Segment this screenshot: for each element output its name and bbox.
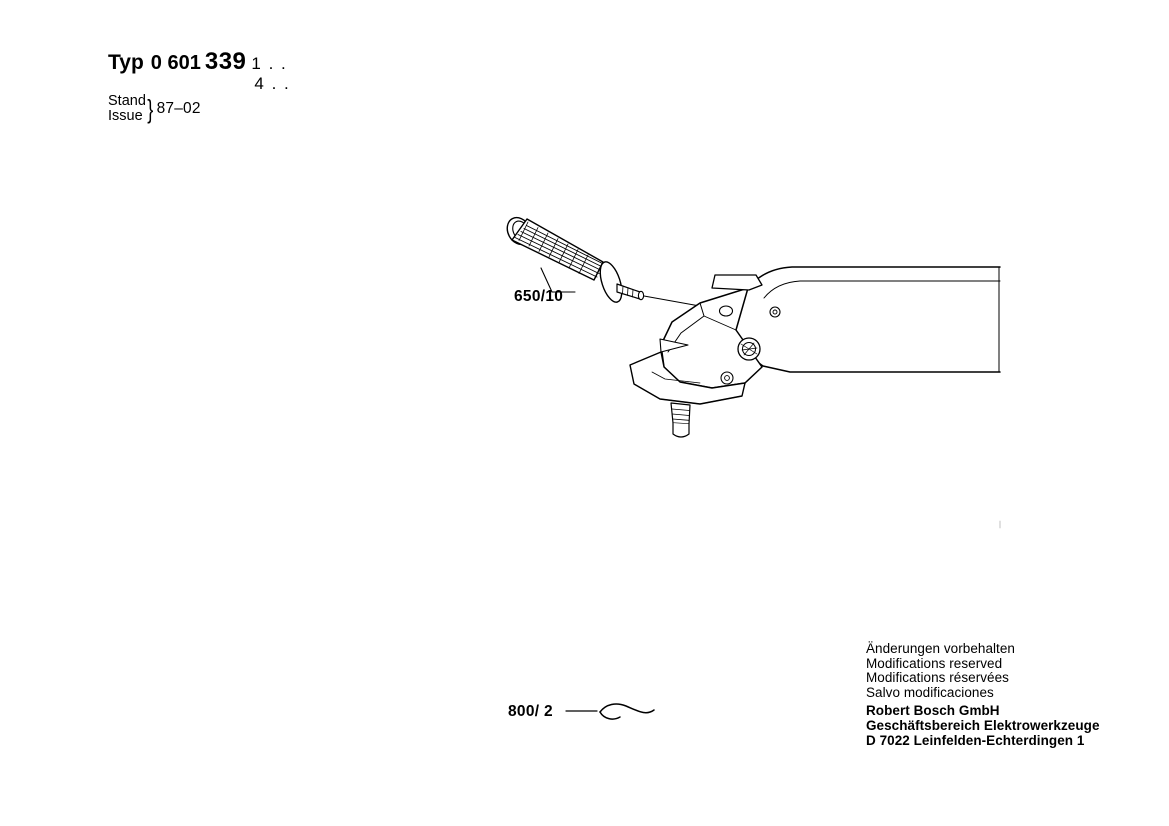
stand-label: Stand	[108, 93, 146, 109]
handle-thread-stud	[617, 284, 640, 299]
brace-glyph: }	[147, 93, 154, 124]
type-number-suffix-2: 4 . .	[254, 74, 291, 93]
grinder-motor-housing	[735, 267, 1000, 372]
spindle-tip	[673, 423, 689, 437]
type-number-suffix-1: 1 . .	[251, 54, 288, 73]
grinder-gear-head	[661, 288, 762, 388]
assembly-leader-line	[644, 296, 722, 310]
issue-labels	[108, 94, 146, 123]
retaining-clip-part	[600, 704, 654, 713]
callout-label-800-2: 800/ 2	[508, 703, 553, 720]
company-name: Robert Bosch GmbH	[866, 703, 1000, 719]
screw-boss-lower	[721, 372, 733, 384]
handle-mount-boss	[712, 275, 762, 290]
footer-line-es: Salvo modificaciones	[866, 684, 994, 700]
footer-line-en: Modifications reserved	[866, 655, 1003, 671]
type-number-suffixes	[251, 54, 290, 94]
screw-boss-upper	[770, 307, 780, 317]
legal-footer	[866, 642, 1100, 748]
footer-line-de: Änderungen vorbehalten	[866, 641, 1015, 656]
footer-line-fr: Modifications réservées	[866, 670, 1009, 686]
type-number-main: 339	[204, 48, 247, 75]
handle-end-cap	[503, 213, 536, 248]
handle-grip-body	[512, 219, 603, 280]
type-number-line	[108, 50, 290, 94]
type-number-prefix: 0 601	[150, 52, 201, 74]
callout-label-650-10: 650/10	[514, 288, 564, 305]
company-division: Geschäftsbereich Elektrowerkzeuge	[866, 717, 1100, 733]
issue-date: 87–02	[156, 99, 201, 117]
company-address: D 7022 Leinfelden-Echterdingen 1	[866, 732, 1085, 748]
handle-socket	[720, 306, 733, 316]
typ-label: Typ	[108, 51, 144, 74]
grinder-spindle	[671, 403, 690, 424]
issue-date-block	[108, 94, 201, 123]
handle-flange	[596, 259, 626, 305]
spindle-lock-boss	[738, 338, 760, 360]
guard-flange-plate	[630, 352, 745, 404]
issue-label: Issue	[108, 107, 143, 124]
type-number-header	[108, 50, 290, 94]
rotation-arrow-marking	[660, 339, 688, 352]
